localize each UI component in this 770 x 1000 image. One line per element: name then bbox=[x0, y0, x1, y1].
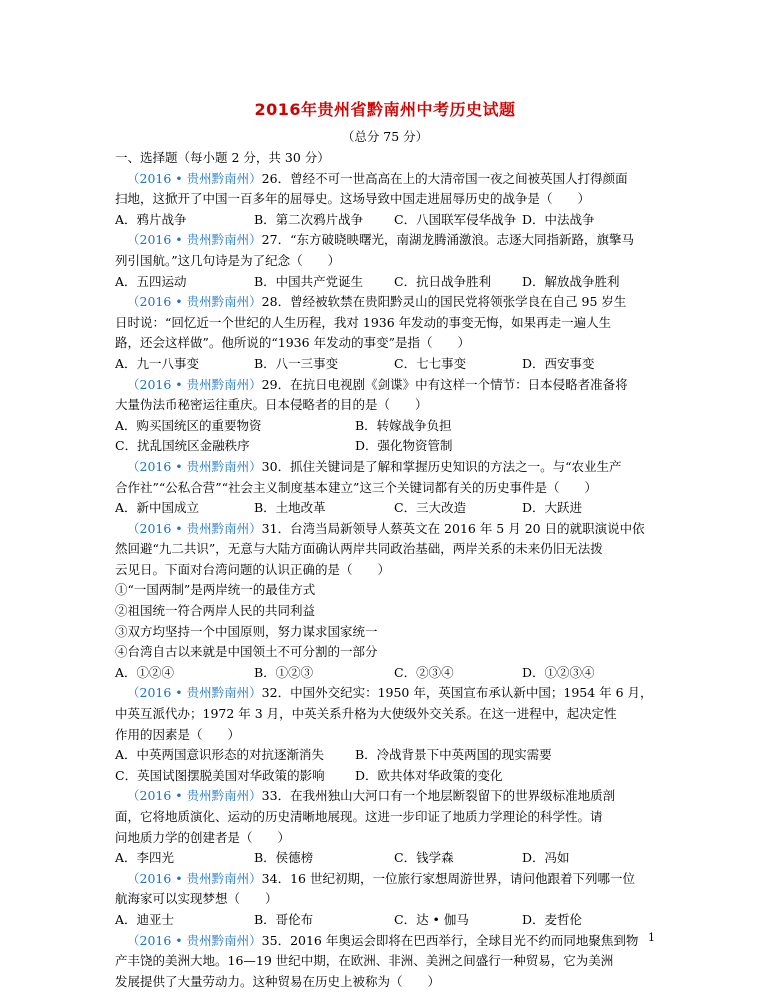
answer-option: B．第二次鸦片战争 bbox=[254, 211, 364, 227]
answer-option: A．中英两国意识形态的对抗逐渐消失 bbox=[115, 747, 325, 763]
question-line bbox=[115, 807, 660, 828]
answer-option: D．解放战争胜利 bbox=[522, 273, 620, 289]
answer-option: A．李四光 bbox=[115, 850, 175, 866]
question-text: 列引国航。”这几句诗是为了纪念（ ） bbox=[115, 252, 341, 268]
question-item bbox=[115, 375, 660, 457]
answer-option: C．八国联军侵华战争 bbox=[394, 211, 517, 227]
question-line bbox=[115, 972, 660, 993]
total-score: （总分 75 分） bbox=[341, 129, 429, 144]
question-line bbox=[115, 395, 660, 416]
question-text: 30．抓住关键词是了解和掌握历史知识的方法之一。与“农业生产 bbox=[261, 458, 622, 474]
answer-option: D．西安事变 bbox=[522, 355, 595, 371]
question-text: 云见日。下面对台湾问题的认识正确的是（ ） bbox=[115, 561, 391, 577]
question-line bbox=[115, 519, 660, 540]
question-source: （ 2016 • 贵州黔南州 ） bbox=[127, 171, 262, 186]
question-text: 产丰饶的美洲大地。16—19 世纪中期，在欧洲、非洲、美洲之间盛行一种贸易，它为美洲 bbox=[115, 953, 614, 969]
answer-option: B．①②③ bbox=[254, 664, 314, 680]
answer-option: D．冯如 bbox=[522, 850, 570, 866]
question-line bbox=[115, 786, 660, 807]
question-text: 26．曾经不可一世高高在上的大清帝国一夜之间被英国人打得颜面 bbox=[261, 170, 628, 186]
question-text: 27．“东方破晓映曙光，南湖龙腾涌激浪。志逐大同指新路，旗擎马 bbox=[261, 232, 634, 248]
question-item bbox=[115, 169, 660, 231]
question-line bbox=[115, 560, 660, 581]
question-line bbox=[115, 457, 660, 478]
answer-option: D．中法战争 bbox=[522, 211, 595, 227]
answer-option: D．强化物资管制 bbox=[355, 438, 453, 454]
answer-option: C．三大改造 bbox=[394, 500, 467, 516]
question-line bbox=[115, 622, 660, 643]
answer-options bbox=[115, 498, 660, 519]
question-line bbox=[115, 683, 660, 704]
question-text: ②祖国统一符合两岸人民的共同利益 bbox=[115, 603, 316, 619]
question-text: 路，还会这样做”。他所说的“1936 年发动的事变”是指（ ） bbox=[115, 335, 470, 351]
question-text: 33．在我州独山大河口有一个地层断裂留下的世界级标准地质剖 bbox=[261, 788, 616, 804]
answer-option: C．达 • 伽马 bbox=[394, 911, 469, 927]
answer-options bbox=[115, 272, 660, 293]
answer-option: D．大跃进 bbox=[522, 500, 583, 516]
answer-option: A．购买国统区的重要物资 bbox=[115, 417, 262, 433]
answer-option: B．土地改革 bbox=[254, 500, 326, 516]
question-line bbox=[115, 478, 660, 499]
question-item bbox=[115, 519, 660, 684]
answer-option: C．英国试图摆脱美国对华政策的影响 bbox=[115, 767, 325, 783]
answer-option: B．哥伦布 bbox=[254, 911, 314, 927]
answer-option: A．①②④ bbox=[115, 664, 175, 680]
answer-option: A．九一八事变 bbox=[115, 355, 200, 371]
section-heading: 一、选择题（每小题 2 分，共 30 分） bbox=[115, 150, 330, 165]
question-line bbox=[115, 580, 660, 601]
question-line bbox=[115, 169, 660, 190]
answer-option: B．侯德榜 bbox=[254, 850, 314, 866]
answer-options bbox=[115, 910, 660, 931]
answer-option: C．扰乱国统区金融秩序 bbox=[115, 438, 250, 454]
question-source: （ 2016 • 贵州黔南州 ） bbox=[127, 377, 262, 392]
question-item bbox=[115, 292, 660, 374]
answer-options bbox=[115, 416, 660, 437]
page-number: 1 bbox=[648, 931, 655, 944]
question-text: 28．曾经被软禁在贵阳黔灵山的国民党将领张学良在自己 95 岁生 bbox=[261, 294, 627, 310]
question-text: 35．2016 年奥运会即将在巴西举行，全球目光不约而同地聚焦到物 bbox=[261, 932, 639, 948]
question-text: 合作社”“公私合营”“社会主义制度基本建立”这三个关键词都有关的历史事件是（ ） bbox=[115, 479, 597, 495]
question-text: 然回避“九二共识”，无意与大陆方面确认两岸共同政治基础，两岸关系的未来仍旧无法拨 bbox=[115, 541, 603, 557]
answer-option: A．新中国成立 bbox=[115, 500, 200, 516]
question-source: （ 2016 • 贵州黔南州 ） bbox=[127, 521, 262, 536]
question-text: ④台湾自古以来就是中国领土不可分割的一部分 bbox=[115, 644, 378, 660]
question-line bbox=[115, 869, 660, 890]
question-text: 面，它将地质演化、运动的历史清晰地展现。这进一步印证了地质力学理论的科学性。请 bbox=[115, 809, 603, 824]
question-text: 31．台湾当局新领导人蔡英文在 2016 年 5 月 20 日的就职演说中依 bbox=[261, 520, 645, 536]
answer-option: D．①②③④ bbox=[522, 664, 595, 680]
question-source: （ 2016 • 贵州黔南州 ） bbox=[127, 459, 262, 474]
answer-options bbox=[115, 210, 660, 231]
question-text: 29．在抗日电视剧《剑谍》中有这样一个情节：日本侵略者准备将 bbox=[261, 376, 628, 392]
question-source: （ 2016 • 贵州黔南州 ） bbox=[127, 871, 262, 886]
question-item bbox=[115, 230, 660, 292]
question-line bbox=[115, 375, 660, 396]
answer-option: C．七七事变 bbox=[394, 355, 467, 371]
question-source: （ 2016 • 贵州黔南州 ） bbox=[127, 788, 262, 803]
question-line bbox=[115, 951, 660, 972]
question-line bbox=[115, 601, 660, 622]
question-text: 34．16 世纪初期，一位旅行家想周游世界，请问他跟着下列哪一位 bbox=[261, 870, 635, 886]
question-text: 问地质力学的创建者是（ ） bbox=[115, 829, 291, 845]
question-text: 发展提供了大量劳动力。这种贸易在历史上被称为（ ） bbox=[115, 973, 441, 989]
answer-option: D．麦哲伦 bbox=[522, 911, 583, 927]
question-source: （ 2016 • 贵州黔南州 ） bbox=[127, 933, 262, 948]
question-item bbox=[115, 931, 660, 993]
answer-option: C．钱学森 bbox=[394, 850, 454, 866]
answer-option: A．迪亚士 bbox=[115, 911, 175, 927]
answer-option: C．抗日战争胜利 bbox=[394, 273, 492, 289]
question-line bbox=[115, 725, 660, 746]
page-title: 2016年贵州省黔南州中考历史试题 bbox=[254, 100, 516, 119]
question-item bbox=[115, 786, 660, 868]
question-source: （ 2016 • 贵州黔南州 ） bbox=[127, 685, 262, 700]
question-text: ①“一国两制”是两岸统一的最佳方式 bbox=[115, 582, 316, 598]
answer-option: B．转嫁战争负担 bbox=[355, 417, 452, 433]
question-list bbox=[115, 148, 660, 992]
question-line bbox=[115, 333, 660, 354]
question-line bbox=[115, 251, 660, 272]
question-text: 中英互派代办；1972 年 3 月，中英关系升格为大使级外交关系。在这一进程中，起决定性 bbox=[115, 706, 617, 722]
question-item bbox=[115, 869, 660, 931]
answer-option: D．欧共体对华政策的变化 bbox=[355, 767, 503, 783]
question-text: 32．中国外交纪实：1950 年，英国宣布承认新中国；1954 年 6 月， bbox=[261, 685, 653, 701]
question-item bbox=[115, 683, 660, 786]
question-text: 作用的因素是（ ） bbox=[115, 726, 241, 742]
question-line bbox=[115, 642, 660, 663]
question-line bbox=[115, 828, 660, 849]
question-source: （ 2016 • 贵州黔南州 ） bbox=[127, 294, 262, 309]
question-text: 扫地，这掀开了中国一百多年的屈辱史。这场导致中国走进屈辱历史的战争是（ ） bbox=[115, 191, 591, 207]
question-item bbox=[115, 457, 660, 519]
question-line bbox=[115, 889, 660, 910]
question-text: 日时说：“回忆近一个世纪的人生历程，我对 1936 年发动的事变无悔，如果再走一遍人生 bbox=[115, 314, 612, 330]
question-line bbox=[115, 313, 660, 334]
answer-option: B．冷战背景下中英两国的现实需要 bbox=[355, 747, 552, 763]
question-line bbox=[115, 189, 660, 210]
question-line bbox=[115, 539, 660, 560]
answer-options bbox=[115, 354, 660, 375]
question-text: 航海家可以实现梦想（ ） bbox=[115, 891, 278, 907]
answer-option: C．②③④ bbox=[394, 664, 454, 680]
answer-option: B．八一三事变 bbox=[254, 355, 339, 371]
question-text: ③双方均坚持一个中国原则，努力谋求国家统一 bbox=[115, 623, 378, 639]
question-line bbox=[115, 931, 660, 952]
answer-options bbox=[115, 663, 660, 684]
question-text: 大量伪法币秘密运往重庆。日本侵略者的目的是（ ） bbox=[115, 397, 428, 413]
question-line bbox=[115, 230, 660, 251]
answer-options bbox=[115, 766, 660, 787]
question-line bbox=[115, 292, 660, 313]
answer-option: B．中国共产党诞生 bbox=[254, 273, 364, 289]
question-source: （ 2016 • 贵州黔南州 ） bbox=[127, 232, 262, 247]
answer-options bbox=[115, 745, 660, 766]
answer-options bbox=[115, 436, 660, 457]
answer-options bbox=[115, 848, 660, 869]
answer-option: A．鸦片战争 bbox=[115, 211, 187, 227]
question-line bbox=[115, 704, 660, 725]
answer-option: A．五四运动 bbox=[115, 273, 187, 289]
